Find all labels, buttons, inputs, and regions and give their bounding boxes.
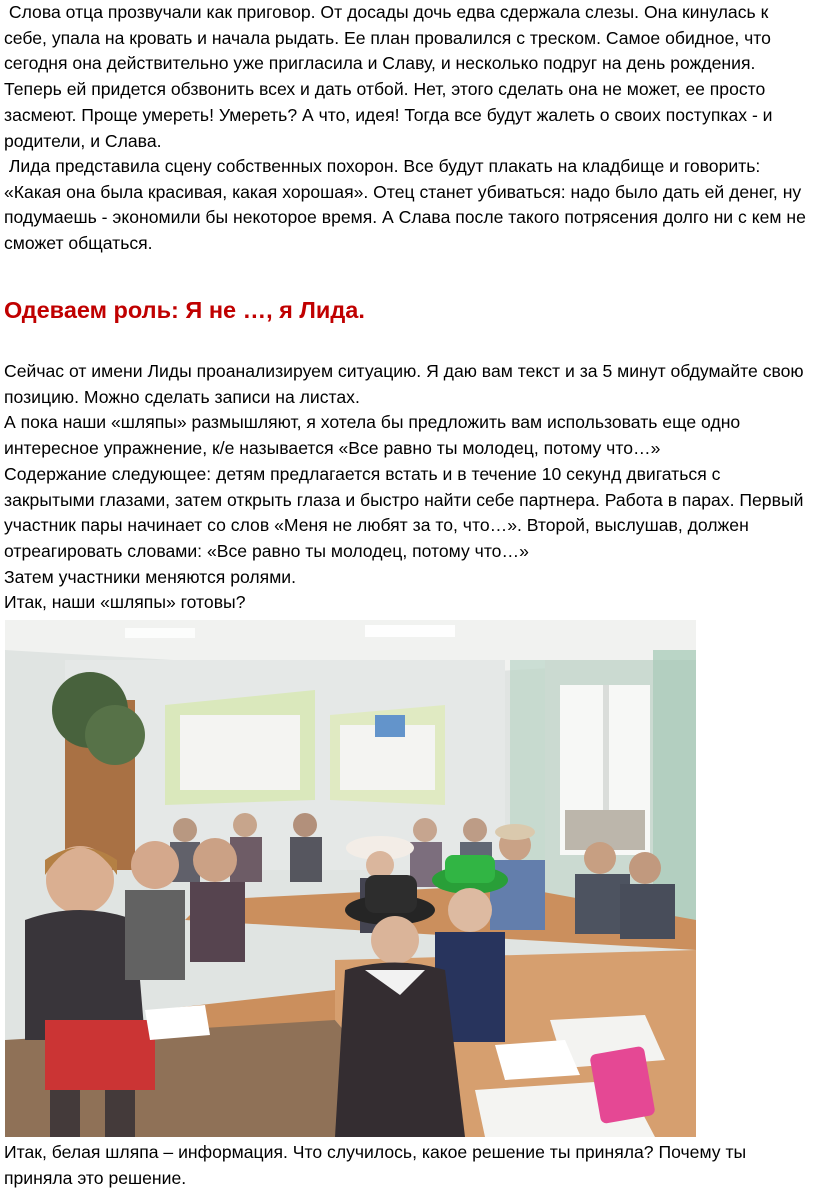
section-heading: Одеваем роль: Я не …, я Лида. [4, 297, 365, 323]
story-paragraph-1: Слова отца прозвучали как приговор. От досады дочь едва сдержала слезы. Она кинулась к себе, упала на кровать и начала рыдать. Ее план провалился с треском. Самое обидное, что сегодня она действительно уже пригласила и Славу, и несколько подруг на день рождения. Теперь ей придется обзвонить всех и дать отбой. Нет, этого сделать она не может, ее просто засмеют. Проще умереть! Умереть? А что, идея! Тогда все будут жалеть о своих поступках - и родители, и Слава. [4, 2, 778, 151]
instructions-paragraph: Сейчас от имени Лиды проанализируем ситуацию. Я даю вам текст и за 5 минут обдумайте свою позицию. Можно сделать записи на листах. А пока наши «шляпы» размышляют, я хотела бы предложить вам использовать еще одно интересное упражнение, к/е называется «Все равно ты молодец, потому что…» Содержание следующее: детям предлагается встать и в течение 10 секунд двигаться с закрытыми глазами, затем открыть глаза и быстро найти себе партнера. Работа в парах. Первый участник пары начинает со слов «Меня не любят за то, что…». Второй, выслушав, должен отреагировать словами: «Все равно ты молодец, потому что…» Затем участники меняются ролями. Итак, наши «шляпы» готовы? [4, 361, 804, 613]
story-paragraph-2: Лида представила сцену собственных похорон. Все будут плакать на кладбище и говорить: «Какая она была красивая, какая хорошая». Отец станет убиваться: надо было дать ей денег, ну подумаешь - экономили бы некоторое время. А Слава после такого потрясения долго ни с кем не сможет общаться. [4, 156, 811, 254]
classroom-photo [5, 620, 696, 1137]
white-hat-paragraph: Итак, белая шляпа – информация. Что случилось, какое решение ты приняла? Почему ты приняла это решение. [4, 1142, 752, 1188]
